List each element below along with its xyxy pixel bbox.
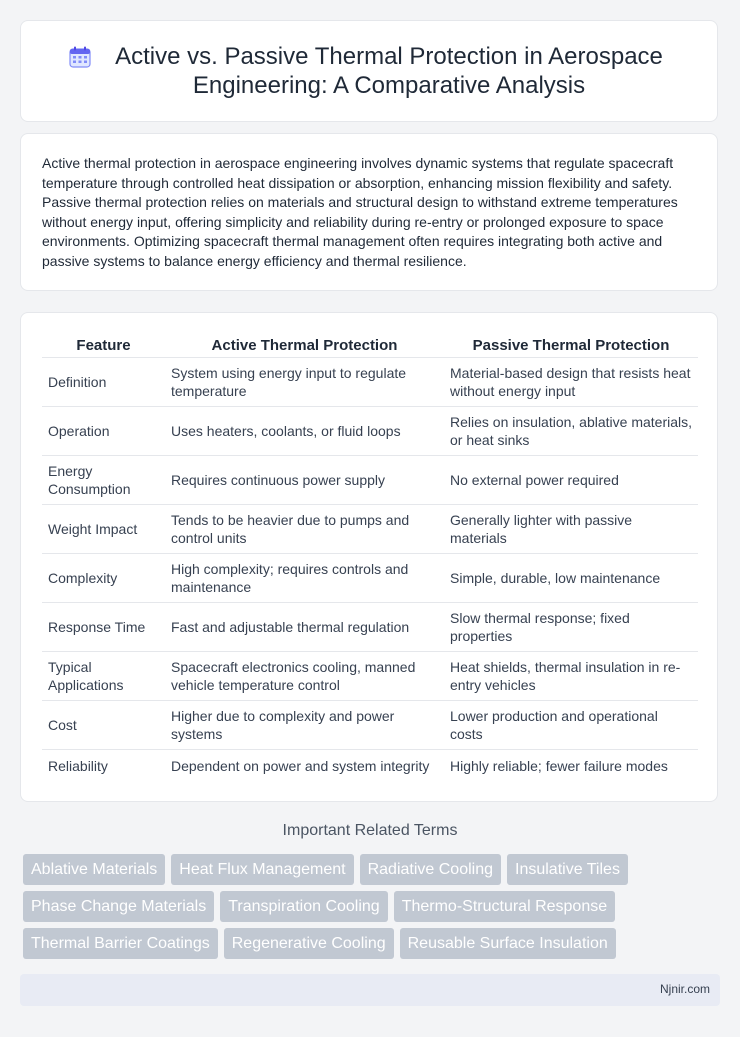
header-active: Active Thermal Protection — [165, 335, 444, 358]
passive-cell: Material-based design that resists heat without energy input — [444, 358, 698, 407]
tag-row — [23, 891, 723, 922]
tag-heat-flux-management[interactable]: Heat Flux Management — [171, 854, 353, 885]
active-cell: Requires continuous power supply — [165, 456, 444, 505]
passive-cell: Slow thermal response; fixed properties — [444, 603, 698, 652]
table-row — [42, 603, 698, 652]
active-cell: Spacecraft electronics cooling, manned vehicle temperature control — [165, 652, 444, 701]
tag-insulative-tiles[interactable]: Insulative Tiles — [507, 854, 628, 885]
table-row — [42, 358, 698, 407]
table-row — [42, 505, 698, 554]
comparison-card — [20, 312, 718, 802]
feature-cell: Definition — [42, 358, 165, 407]
passive-cell: Simple, durable, low maintenance — [444, 554, 698, 603]
feature-cell: Operation — [42, 407, 165, 456]
feature-cell: Response Time — [42, 603, 165, 652]
intro-card — [20, 133, 718, 291]
active-cell: Tends to be heavier due to pumps and control units — [165, 505, 444, 554]
related-terms-tags — [23, 854, 723, 965]
tag-thermal-barrier-coatings[interactable]: Thermal Barrier Coatings — [23, 928, 218, 959]
tag-phase-change-materials[interactable]: Phase Change Materials — [23, 891, 214, 922]
tag-ablative-materials[interactable]: Ablative Materials — [23, 854, 165, 885]
active-cell: Fast and adjustable thermal regulation — [165, 603, 444, 652]
feature-cell: Reliability — [48, 758, 108, 774]
title-card — [20, 20, 718, 122]
header-feature: Feature — [42, 335, 165, 358]
table-row — [42, 701, 698, 750]
feature-cell: Typical Applications — [42, 652, 165, 701]
header-passive: Passive Thermal Protection — [444, 335, 698, 358]
feature-cell: Energy Consumption — [42, 456, 165, 505]
feature-cell: Weight Impact — [42, 505, 165, 554]
active-cell: System using energy input to regulate temperature — [165, 358, 444, 407]
active-cell: Uses heaters, coolants, or fluid loops — [165, 407, 444, 456]
table-row — [42, 652, 698, 701]
table-row — [42, 407, 698, 456]
tag-reusable-surface-insulation[interactable]: Reusable Surface Insulation — [400, 928, 616, 959]
feature-cell: Complexity — [42, 554, 165, 603]
passive-cell: Heat shields, thermal insulation in re-entry vehicles — [444, 652, 698, 701]
tag-transpiration-cooling[interactable]: Transpiration Cooling — [220, 891, 387, 922]
passive-cell: Generally lighter with passive materials — [444, 505, 698, 554]
comparison-table — [42, 335, 698, 782]
active-cell: High complexity; requires controls and maintenance — [165, 554, 444, 603]
calendar-icon — [69, 46, 91, 68]
table-row — [42, 456, 698, 505]
table-row — [42, 750, 698, 783]
tag-thermo-structural-response[interactable]: Thermo-Structural Response — [394, 891, 615, 922]
passive-cell: Lower production and operational costs — [444, 701, 698, 750]
passive-cell: Highly reliable; fewer failure modes — [450, 758, 668, 774]
active-cell: Dependent on power and system integrity — [171, 758, 430, 774]
passive-cell: Relies on insulation, ablative materials, or heat sinks — [444, 407, 698, 456]
tag-row — [23, 928, 723, 959]
intro-paragraph: Active thermal protection in aerospace engineering involves dynamic systems that regulate spacecraft temperature through controlled heat dissipation or absorption, enhancing mission flexibility and safety. Passive thermal protection relies on materials and structural design to withstand extreme temperatures without energy input, offering simplicity and reliability during re-entry or prolonged exposure to space environments. Optimizing spacecraft thermal management often requires integrating both active and passive systems to balance energy efficiency and thermal resilience. — [42, 155, 678, 269]
table-row — [42, 554, 698, 603]
page-title: Active vs. Passive Thermal Protection in Aerospace Engineering: A Comparative Analysis — [115, 43, 663, 99]
tag-row — [23, 854, 723, 885]
related-terms-title: Important Related Terms — [282, 822, 458, 839]
passive-cell: No external power required — [444, 456, 698, 505]
feature-cell: Cost — [42, 701, 165, 750]
footer — [20, 974, 720, 1006]
footer-site-link[interactable]: Njnir.com — [659, 982, 710, 996]
table-header-row — [42, 335, 698, 358]
active-cell: Higher due to complexity and power systems — [165, 701, 444, 750]
tag-radiative-cooling[interactable]: Radiative Cooling — [360, 854, 501, 885]
tag-regenerative-cooling[interactable]: Regenerative Cooling — [224, 928, 394, 959]
